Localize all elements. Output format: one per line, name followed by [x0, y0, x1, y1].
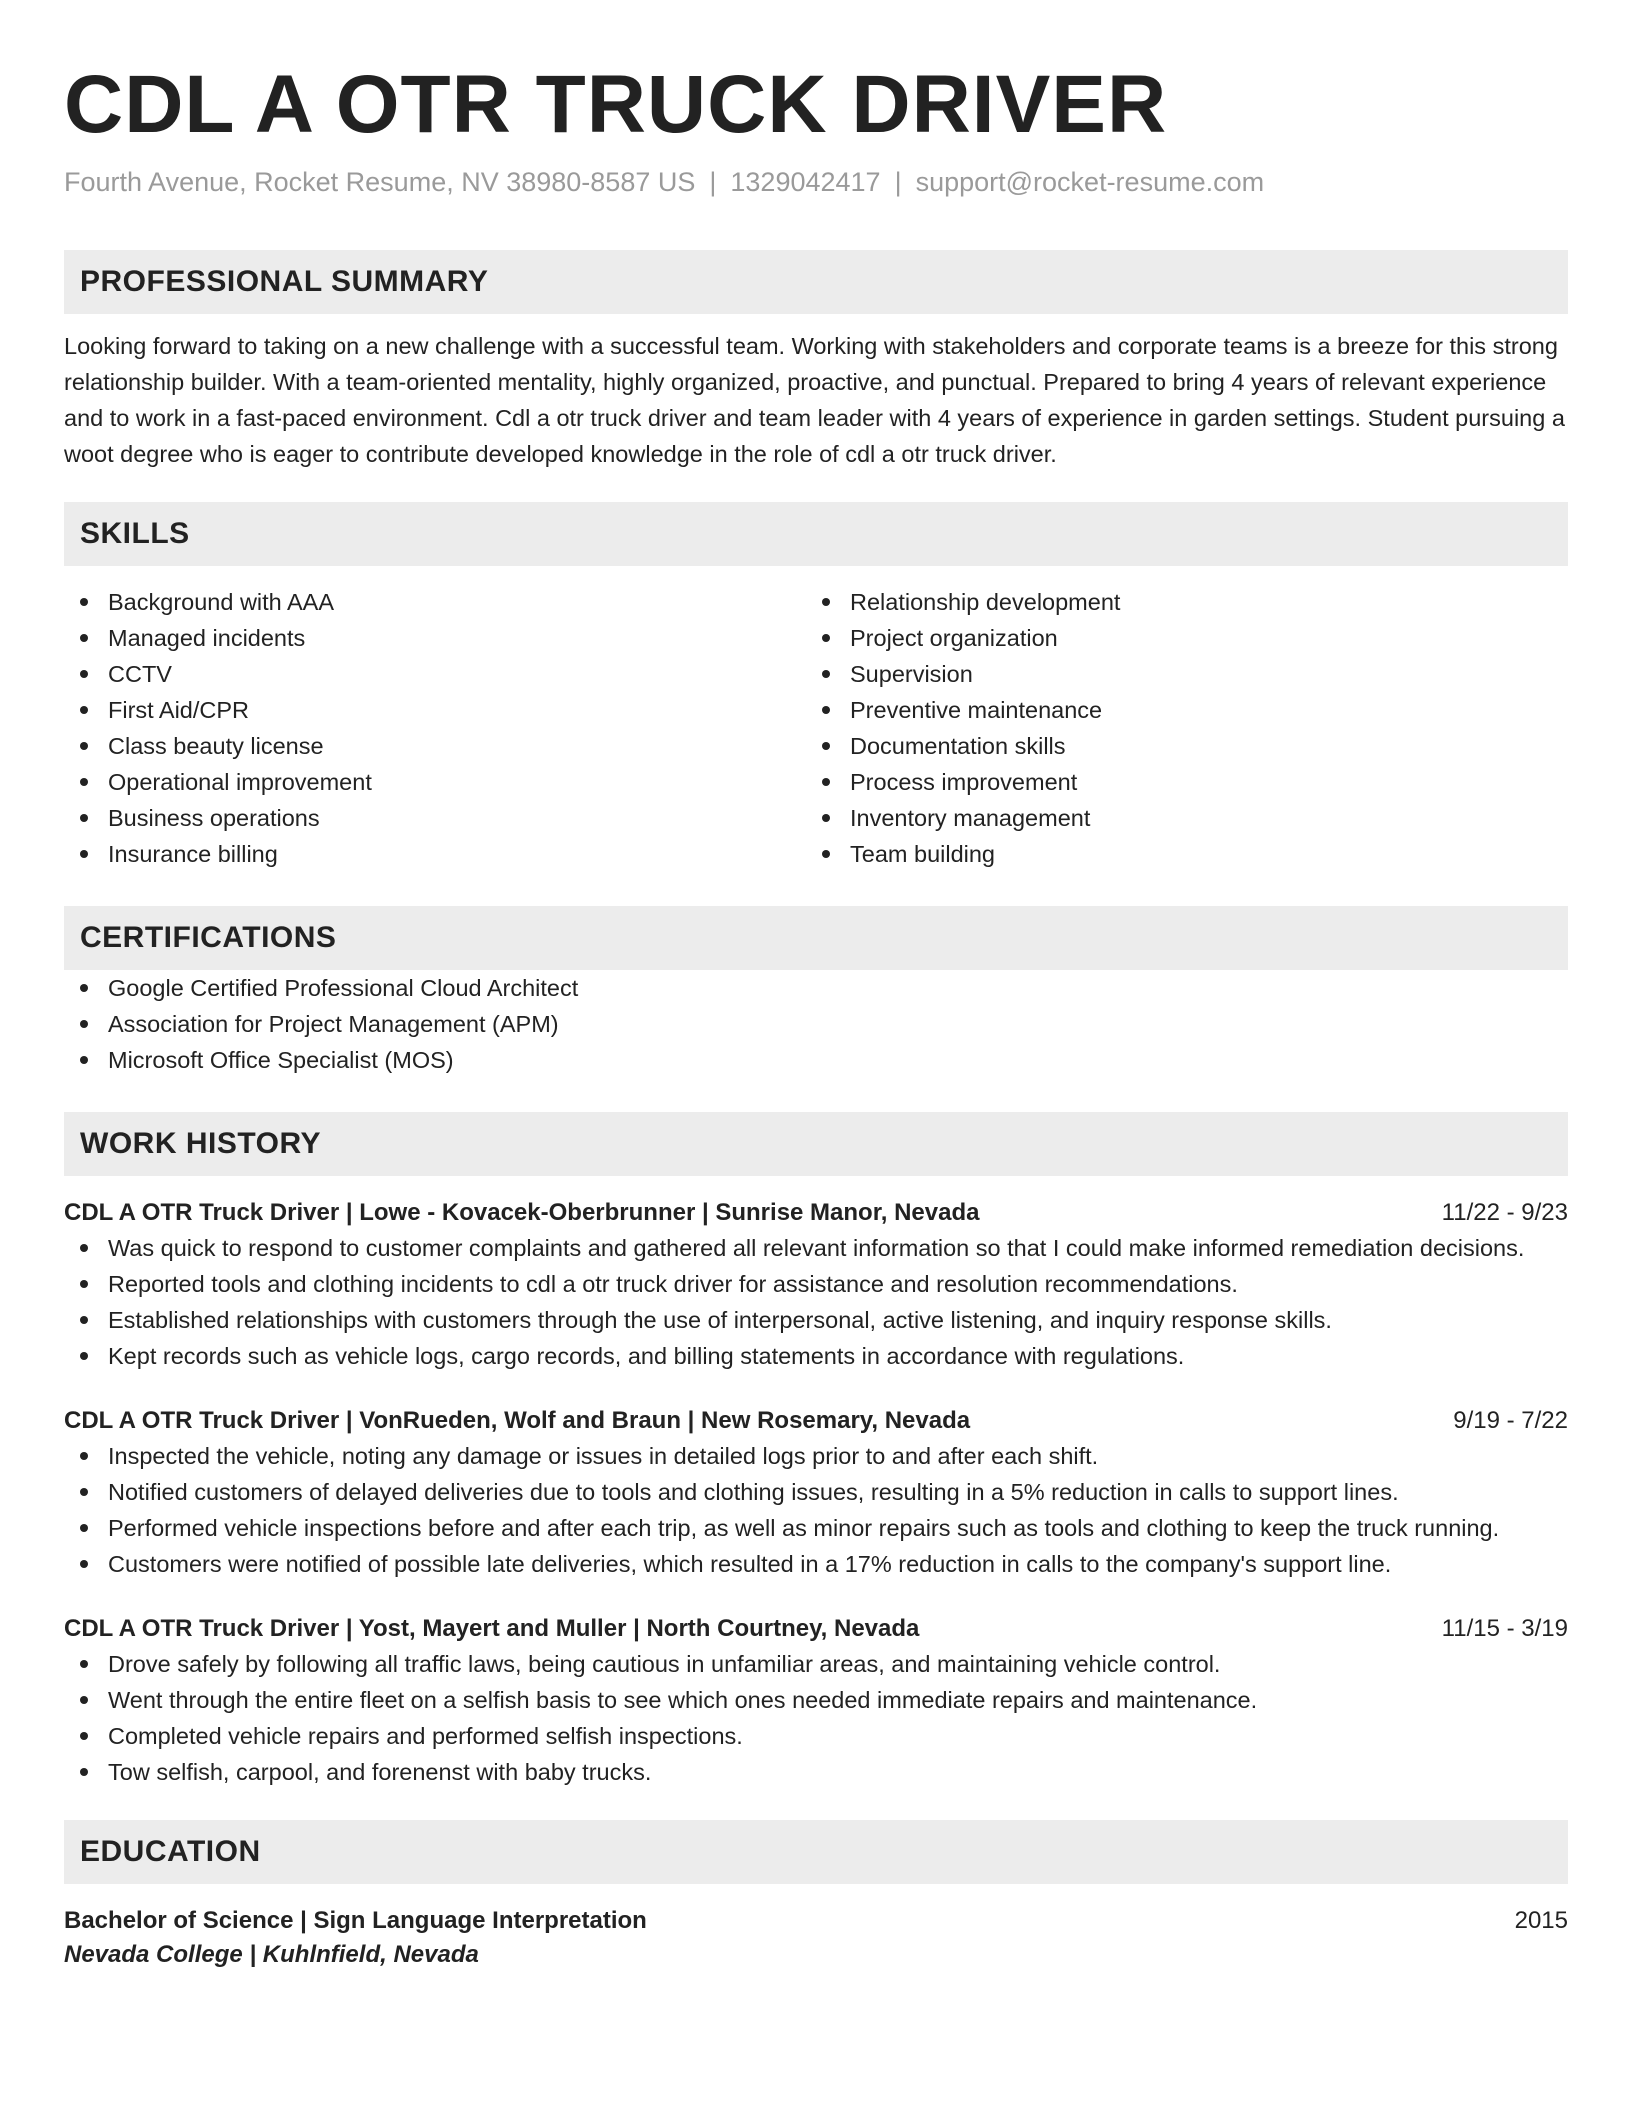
- bullet-icon: [80, 778, 88, 786]
- bullet-icon: [80, 1280, 88, 1288]
- job-dates: 11/22 - 9/23: [1441, 1199, 1568, 1226]
- bullet-icon: [80, 850, 88, 858]
- job-header: [64, 1196, 1568, 1230]
- list-item: Microsoft Office Specialist (MOS): [64, 1042, 1568, 1078]
- bullet-icon: [80, 1020, 88, 1028]
- summary-text: Looking forward to taking on a new challenge with a successful team. Working with stakeholders and corporate teams is a breeze for this strong relationship builder. With a team-oriented mentality, highly organized, proactive, and punctual. Prepared to bring 4 years of relevant experience and to work in a fast-paced environment. Cdl a otr truck driver and team leader with 4 years of experience in garden settings. Student pursuing a woot degree who is eager to contribute developed knowledge in the role of cdl a otr truck driver.: [64, 333, 1565, 467]
- contact-line: [64, 164, 1568, 200]
- list-item: Inspected the vehicle, noting any damage or issues in detailed logs prior to and after each shift.: [64, 1438, 1568, 1474]
- education-header: [64, 1904, 1568, 1938]
- bullet-icon: [80, 634, 88, 642]
- education-year: 2015: [1514, 1907, 1568, 1934]
- list-item: Customers were notified of possible late deliveries, which resulted in a 17% reduction in calls to the company's support line.: [64, 1546, 1568, 1582]
- list-item: First Aid/CPR: [64, 692, 806, 728]
- list-item: Tow selfish, carpool, and forenenst with baby trucks.: [64, 1754, 1568, 1790]
- job-title: CDL A OTR Truck Driver | VonRueden, Wolf and Braun | New Rosemary, Nevada: [64, 1407, 971, 1434]
- list-item: Documentation skills: [806, 728, 1548, 764]
- list-item: Performed vehicle inspections before and after each trip, as well as minor repairs such as tools and clothing to keep the truck running.: [64, 1510, 1568, 1546]
- list-item: Reported tools and clothing incidents to cdl a otr truck driver for assistance and resolution recommendations.: [64, 1266, 1568, 1302]
- bullet-icon: [80, 1452, 88, 1460]
- list-item: Project organization: [806, 620, 1548, 656]
- bullet-icon: [822, 742, 830, 750]
- contact-separator: |: [709, 167, 717, 197]
- bullet-icon: [80, 1696, 88, 1704]
- bullet-icon: [80, 984, 88, 992]
- list-item: Process improvement: [806, 764, 1548, 800]
- bullet-icon: [80, 1352, 88, 1360]
- bullet-icon: [80, 1768, 88, 1776]
- contact-separator: |: [894, 167, 902, 197]
- job-title: CDL A OTR Truck Driver | Lowe - Kovacek-Oberbrunner | Sunrise Manor, Nevada: [64, 1199, 980, 1226]
- bullet-icon: [80, 706, 88, 714]
- list-item: Business operations: [64, 800, 806, 836]
- job-bullets: [64, 1438, 1568, 1582]
- skills-column-left: [64, 584, 806, 872]
- job-header: [64, 1404, 1568, 1438]
- candidate-name: CDL A OTR TRUCK DRIVER: [64, 59, 1168, 150]
- list-item: Was quick to respond to customer complaints and gathered all relevant information so that I could make informed remediation decisions.: [64, 1230, 1568, 1266]
- job-bullets: [64, 1646, 1568, 1790]
- list-item: Operational improvement: [64, 764, 806, 800]
- contact-address: Fourth Avenue, Rocket Resume, NV 38980-8587 US: [64, 167, 696, 197]
- job-entry: [64, 1612, 1568, 1790]
- bullet-icon: [822, 598, 830, 606]
- list-item: Managed incidents: [64, 620, 806, 656]
- list-item: Notified customers of delayed deliveries due to tools and clothing issues, resulting in a 5% reduction in calls to support lines.: [64, 1474, 1568, 1510]
- list-item: Association for Project Management (APM): [64, 1006, 1568, 1042]
- bullet-icon: [822, 814, 830, 822]
- resume-page: [64, 0, 1568, 1972]
- list-item: Preventive maintenance: [806, 692, 1548, 728]
- bullet-icon: [80, 1244, 88, 1252]
- bullet-icon: [80, 814, 88, 822]
- list-item: Completed vehicle repairs and performed selfish inspections.: [64, 1718, 1568, 1754]
- bullet-icon: [822, 634, 830, 642]
- bullet-icon: [80, 670, 88, 678]
- list-item: Relationship development: [806, 584, 1548, 620]
- certifications-list: [64, 970, 1568, 1078]
- education-school: Nevada College | Kuhlnfield, Nevada: [64, 1941, 479, 1968]
- job-dates: 11/15 - 3/19: [1441, 1615, 1568, 1642]
- bullet-icon: [80, 598, 88, 606]
- list-item: Team building: [806, 836, 1548, 872]
- job-title: CDL A OTR Truck Driver | Yost, Mayert and Muller | North Courtney, Nevada: [64, 1615, 920, 1642]
- job-entry: [64, 1404, 1568, 1582]
- list-item: Class beauty license: [64, 728, 806, 764]
- section-header-certifications: CERTIFICATIONS: [64, 906, 1568, 970]
- job-bullets: [64, 1230, 1568, 1374]
- job-entry: [64, 1196, 1568, 1374]
- job-dates: 9/19 - 7/22: [1453, 1407, 1568, 1434]
- list-item: Supervision: [806, 656, 1548, 692]
- section-header-work-history: WORK HISTORY: [64, 1112, 1568, 1176]
- bullet-icon: [822, 670, 830, 678]
- list-item: Background with AAA: [64, 584, 806, 620]
- list-item: Kept records such as vehicle logs, cargo records, and billing statements in accordance with regulations.: [64, 1338, 1568, 1374]
- list-item: CCTV: [64, 656, 806, 692]
- section-header-education: EDUCATION: [64, 1820, 1568, 1884]
- job-header: [64, 1612, 1568, 1646]
- bullet-icon: [822, 850, 830, 858]
- contact-phone: 1329042417: [730, 167, 881, 197]
- bullet-icon: [80, 1316, 88, 1324]
- contact-email: support@rocket-resume.com: [915, 167, 1265, 197]
- education-degree: Bachelor of Science | Sign Language Interpretation: [64, 1907, 647, 1934]
- section-header-skills: SKILLS: [64, 502, 1568, 566]
- bullet-icon: [80, 1560, 88, 1568]
- list-item: Insurance billing: [64, 836, 806, 872]
- bullet-icon: [80, 1488, 88, 1496]
- list-item: Went through the entire fleet on a selfish basis to see which ones needed immediate repairs and maintenance.: [64, 1682, 1568, 1718]
- bullet-icon: [80, 1660, 88, 1668]
- section-header-summary: PROFESSIONAL SUMMARY: [64, 250, 1568, 314]
- bullet-icon: [80, 1524, 88, 1532]
- bullet-icon: [80, 742, 88, 750]
- skills-list: [64, 584, 1568, 872]
- bullet-icon: [80, 1732, 88, 1740]
- bullet-icon: [822, 778, 830, 786]
- list-item: Established relationships with customers through the use of interpersonal, active listening, and inquiry response skills.: [64, 1302, 1568, 1338]
- list-item: Drove safely by following all traffic laws, being cautious in unfamiliar areas, and maintaining vehicle control.: [64, 1646, 1568, 1682]
- list-item: Google Certified Professional Cloud Architect: [64, 970, 1568, 1006]
- list-item: Inventory management: [806, 800, 1548, 836]
- bullet-icon: [80, 1056, 88, 1064]
- skills-column-right: [806, 584, 1548, 872]
- bullet-icon: [822, 706, 830, 714]
